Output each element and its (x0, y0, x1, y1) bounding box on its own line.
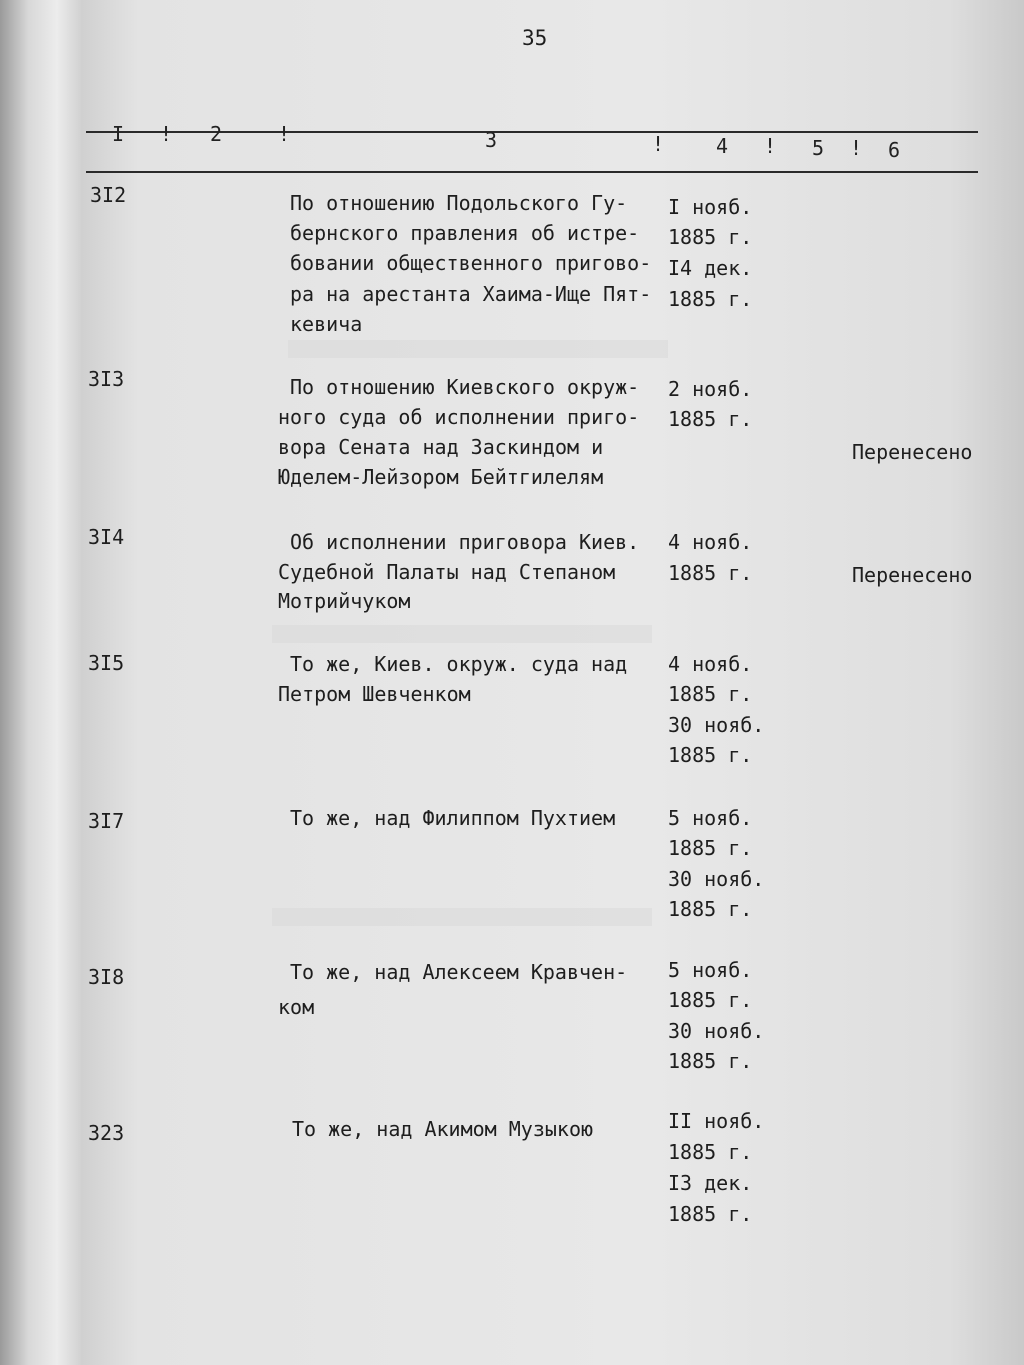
entry-date-line: 30 нояб. (668, 713, 765, 737)
entry-date-line: 1885 г. (668, 287, 753, 311)
entry-date-line: I4 дек. (668, 256, 753, 280)
entry-date-line: 1885 г. (668, 836, 753, 860)
entry-date-line: 1885 г. (668, 1049, 753, 1073)
entry-description-line: По отношению Подольского Гу- (290, 191, 628, 215)
col-separator: ! (652, 132, 665, 156)
col-separator: ! (160, 122, 173, 146)
header-bottom-rule (86, 171, 978, 173)
entry-date-line: 1885 г. (668, 225, 753, 249)
col-header-6: 6 (888, 138, 901, 162)
entry-number: 3I4 (88, 525, 125, 549)
entry-date-line: 1885 г. (668, 561, 753, 585)
entry-description-line: Мотрийчуком (278, 589, 411, 613)
col-separator: ! (764, 134, 777, 158)
entry-date-line: 1885 г. (668, 1140, 753, 1164)
col-header-1: I (112, 122, 125, 146)
entry-number: 3I7 (88, 809, 125, 833)
entry-date-line: 4 нояб. (668, 652, 753, 676)
page-number: 35 (522, 26, 548, 50)
binding-spine (0, 0, 95, 1365)
entry-number: 3I5 (88, 651, 125, 675)
entry-description-line: Петром Шевченком (278, 682, 471, 706)
col-separator: ! (850, 136, 863, 160)
entry-date-line: 2 нояб. (668, 377, 753, 401)
col-header-3: 3 (485, 128, 498, 152)
entry-description-line: вора Сената над Заскиндом и (278, 435, 604, 459)
col-separator: ! (278, 122, 291, 146)
entry-date-line: 1885 г. (668, 407, 753, 431)
entry-description-line: бовании общественного пригово- (290, 251, 652, 275)
entry-description-line: Юделем-Лейзором Бейтгилелям (278, 465, 604, 489)
entry-date-line: 5 нояб. (668, 806, 753, 830)
entry-description-line: По отношению Киевского окруж- (290, 375, 640, 399)
entry-date-line: 1885 г. (668, 743, 753, 767)
entry-date-line: I3 дек. (668, 1171, 753, 1195)
entry-description-line: кевича (290, 312, 363, 336)
entry-description-line: То же, над Акимом Музыкою (292, 1117, 594, 1141)
entry-description-line: То же, над Филиппом Пухтием (290, 806, 616, 830)
col-header-5: 5 (812, 136, 825, 160)
entry-date-line: 5 нояб. (668, 958, 753, 982)
entry-date-line: 1885 г. (668, 897, 753, 921)
entry-number: 3I8 (88, 965, 125, 989)
entry-note: Перенесено (852, 563, 973, 587)
entry-note: Перенесено (852, 440, 973, 464)
entry-description-line: То же, Киев. окруж. суда над (290, 652, 628, 676)
entry-date-line: II нояб. (668, 1109, 765, 1133)
entry-date-line: 30 нояб. (668, 1019, 765, 1043)
entry-description-line: ного суда об исполнении приго- (278, 405, 640, 429)
entry-description-line: ра на арестанта Хаима-Ище Пят- (290, 282, 652, 306)
entry-description-line: ком (278, 995, 315, 1019)
entry-description-line: То же, над Алексеем Кравчен- (290, 960, 628, 984)
entry-number: 323 (88, 1121, 125, 1145)
entry-number: 3I3 (88, 367, 125, 391)
entry-number: 3I2 (90, 183, 127, 207)
entry-description-line: Судебной Палаты над Степаном (278, 560, 616, 584)
entry-description-line: бернского правления об истре- (290, 221, 640, 245)
col-header-2: 2 (210, 122, 223, 146)
entry-date-line: 1885 г. (668, 682, 753, 706)
entry-description-line: Об исполнении приговора Киев. (290, 530, 640, 554)
col-header-4: 4 (716, 134, 729, 158)
entry-date-line: 30 нояб. (668, 867, 765, 891)
entry-date-line: I нояб. (668, 195, 753, 219)
entry-date-line: 4 нояб. (668, 530, 753, 554)
entry-date-line: 1885 г. (668, 988, 753, 1012)
entry-date-line: 1885 г. (668, 1202, 753, 1226)
